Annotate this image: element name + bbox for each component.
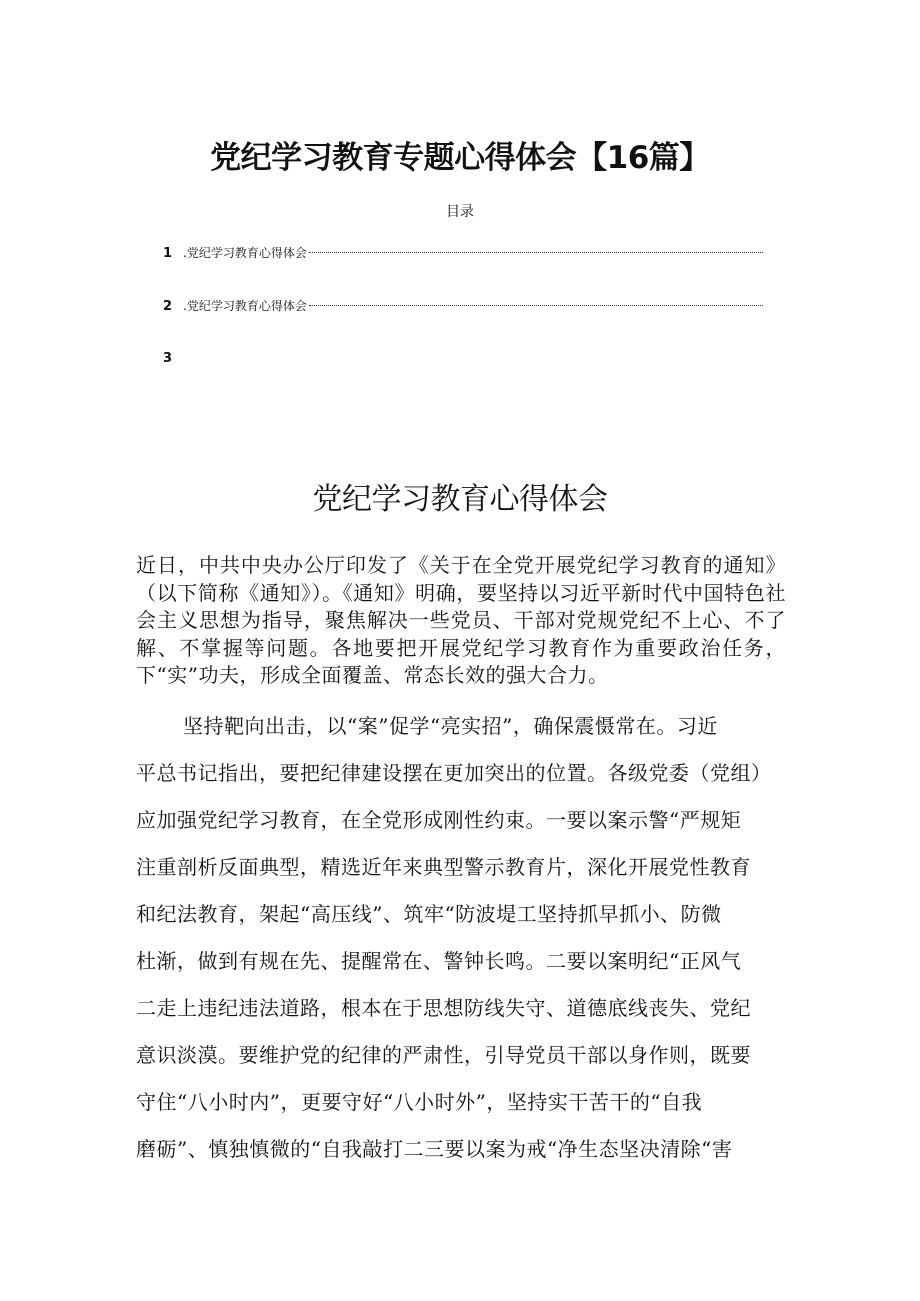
paragraph-line: 和纪法教育，架起“高压线”、筑牢“防波堤工坚持抓早抓小、防微 <box>136 902 722 926</box>
toc-heading: 目录 <box>446 204 474 220</box>
section-title: 党纪学习教育心得体会 <box>312 482 608 517</box>
paragraph-line: 杜渐，做到有规在先、提醒常在、警钟长鸣。二要以案明纪“正风气 <box>136 949 742 973</box>
body-paragraph <box>136 703 786 1173</box>
toc-item[interactable] <box>163 348 763 370</box>
paragraph-line: 坚持靶向出击，以“案”促学“亮实招”，确保震慑常在。习近 <box>183 714 718 738</box>
toc-item-number: 1 <box>163 246 173 261</box>
paragraph-line: 意识淡漠。要维护党的纪律的严肃性，引导党员干部以身作则，既要 <box>136 1043 751 1067</box>
body-paragraph: 近日，中共中央办公厅印发了《关于在全党开展党纪学习教育的通知》（以下简称《通知》）。《通知》明确，要坚持以习近平新时代中国特色社会主义思想为指导，聚焦解决一些党员、干部对党规党纪不上心、不了解、不掌握等问题。各地要把开展党纪学习教育作为重要政治任务，下“实”功夫，形成全面覆盖、常态长效的强大合力。 <box>136 553 786 687</box>
paragraph-line: 平总书记指出，要把纪律建设摆在更加突出的位置。各级党委（党组） <box>136 761 772 785</box>
document-title: 党纪学习教育专题心得体会【16篇】 <box>210 140 710 176</box>
paragraph-line: 注重剖析反面典型，精选近年来典型警示教育片，深化开展党性教育 <box>136 855 751 879</box>
toc-item-number: 2 <box>163 299 173 314</box>
toc-item[interactable] <box>163 295 763 317</box>
toc-dot-leader <box>309 251 763 253</box>
toc-item-label: .党纪学习教育心得体会 <box>183 299 307 313</box>
toc-item-label: .党纪学习教育心得体会 <box>183 246 307 260</box>
toc-item[interactable] <box>163 242 763 264</box>
paragraph-line: 二走上违纪违法道路，根本在于思想防线失守、道德底线丧失、党纪 <box>136 996 751 1020</box>
paragraph-line: 磨砺”、慎独慎微的“自我敲打二三要以案为戒“净生态坚决清除“害 <box>136 1137 733 1161</box>
paragraph-line: 应加强党纪学习教育，在全党形成刚性约束。一要以案示警“严规矩 <box>136 808 742 832</box>
toc-dot-leader <box>309 304 763 306</box>
toc-item-number: 3 <box>163 351 173 366</box>
paragraph-line: 守住“八小时内”，更要守好“八小时外”，坚持实干苦干的“自我 <box>136 1090 703 1114</box>
